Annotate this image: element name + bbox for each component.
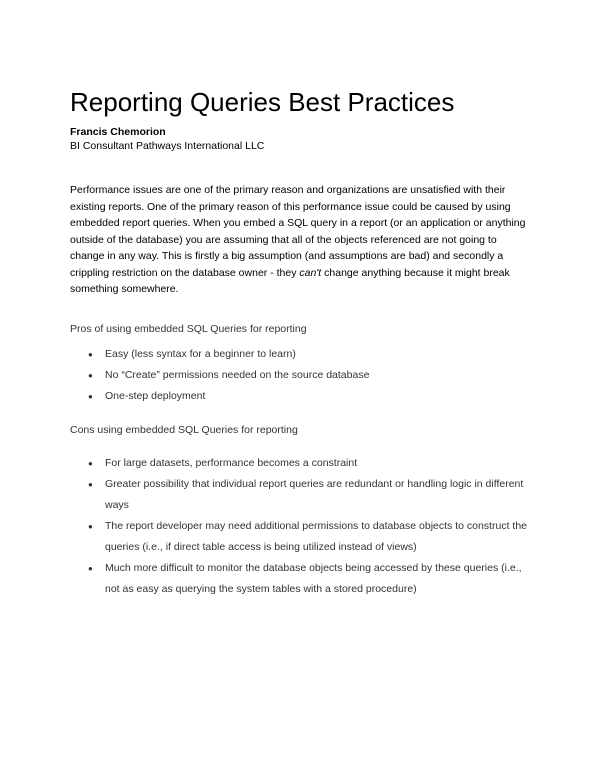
list-item <box>70 558 530 600</box>
list-item <box>70 344 530 365</box>
intro-text-part1: Performance issues are one of the primary reason and organizations are unsatisfied with their existing reports. One of the primary reason of this performance issue could be caused by using embedded report queries. When you embed a SQL query in a report (or an application or anything outside of the database) you are assuming that all of the objects referenced are not going to change in any way. This is firstly a big assumption (and assumptions are bad) and secondly a crippling restriction on the database owner - they <box>70 184 526 279</box>
list-item <box>70 365 530 386</box>
cons-heading: Cons using embedded SQL Queries for reporting <box>70 424 298 436</box>
cons-list <box>70 453 530 600</box>
pros-heading: Pros of using embedded SQL Queries for reporting <box>70 323 307 335</box>
list-item <box>70 474 530 516</box>
list-item-text: One-step deployment <box>105 390 206 402</box>
bullet-icon: ● <box>88 392 93 401</box>
intro-paragraph <box>70 182 530 298</box>
bullet-icon: ● <box>88 459 93 468</box>
author-affiliation: BI Consultant Pathways International LLC <box>70 140 265 152</box>
list-item-text: Much more difficult to monitor the database objects being accessed by these queries (i.e., not as easy as querying the system tables with a stored procedure) <box>105 562 522 595</box>
list-item <box>70 453 530 474</box>
author-name: Francis Chemorion <box>70 126 166 138</box>
list-item <box>70 386 530 407</box>
list-item <box>70 516 530 558</box>
intro-text-part2: change anything because it might break something somewhere. <box>70 266 510 295</box>
bullet-icon: ● <box>88 522 93 531</box>
list-item-text: The report developer may need additional permissions to database objects to construct the queries (i.e., if direct table access is being utilized instead of views) <box>105 520 527 553</box>
list-item-text: For large datasets, performance becomes a constraint <box>105 457 358 469</box>
list-item-text: Easy (less syntax for a beginner to learn) <box>105 348 296 360</box>
document-title: Reporting Queries Best Practices <box>70 87 455 117</box>
bullet-icon: ● <box>88 564 93 573</box>
bullet-icon: ● <box>88 371 93 380</box>
list-item-text: No “Create” permissions needed on the source database <box>105 369 370 381</box>
intro-emphasis: can't <box>299 266 322 279</box>
list-item-text: Greater possibility that individual report queries are redundant or handling logic in different ways <box>105 478 524 511</box>
pros-list <box>70 344 530 407</box>
bullet-icon: ● <box>88 480 93 489</box>
bullet-icon: ● <box>88 350 93 359</box>
